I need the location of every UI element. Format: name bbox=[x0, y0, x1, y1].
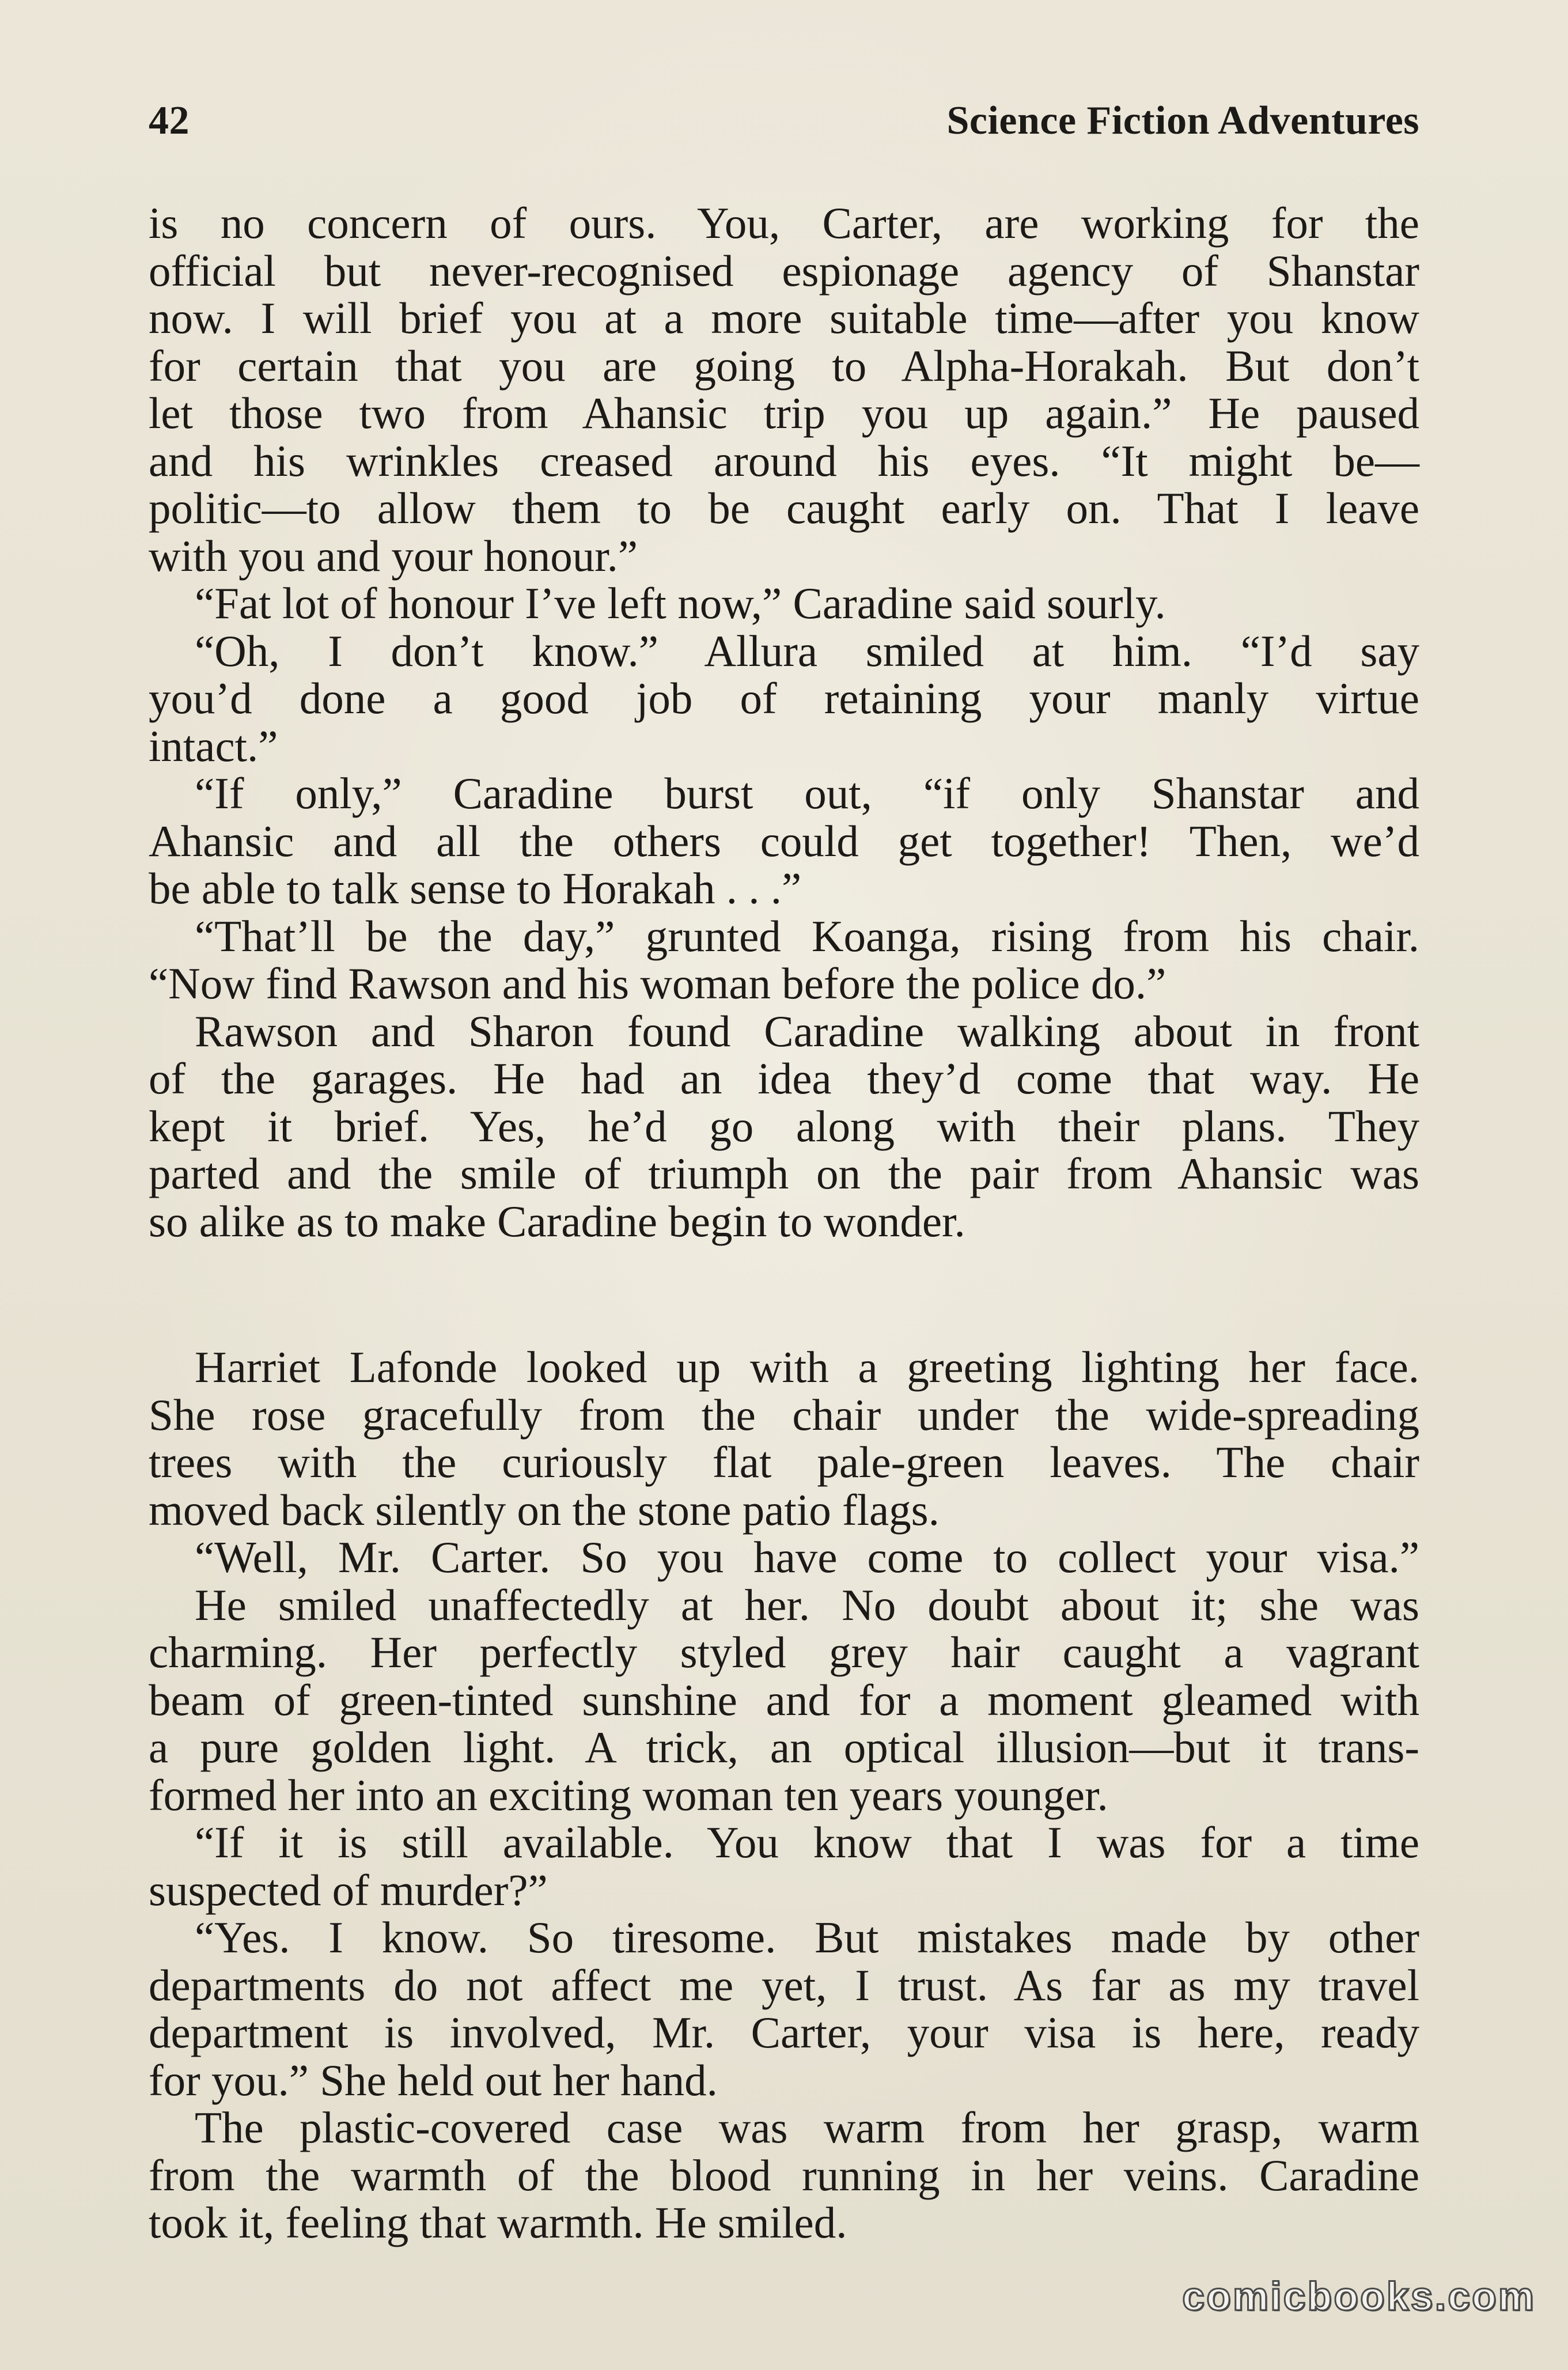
page-number: 42 bbox=[149, 99, 190, 143]
text-line: department is involved, Mr. Carter, your visa is here, ready bbox=[149, 2008, 1419, 2057]
text-line: from the warmth of the blood running in her veins. Caradine bbox=[149, 2150, 1419, 2200]
text-section-2 bbox=[149, 1343, 1419, 2247]
text-line: for certain that you are going to Alpha-Horakah. But don’t bbox=[149, 340, 1419, 391]
text-line: let those two from Ahansic trip you up again.” He paused bbox=[149, 388, 1419, 438]
text-line: of the garages. He had an idea they’d come that way. He bbox=[149, 1054, 1419, 1103]
text-line: “Yes. I know. So tiresome. But mistakes made by other bbox=[195, 1913, 1419, 1962]
text-line: He smiled unaffectedly at her. No doubt about it; she was bbox=[195, 1580, 1419, 1630]
text-line: is no concern of ours. You, Carter, are working for the bbox=[149, 198, 1419, 248]
text-line: moved back silently on the stone patio flags. bbox=[149, 1485, 940, 1535]
text-line: suspected of murder?” bbox=[149, 1865, 548, 1915]
page-header bbox=[149, 98, 1419, 161]
text-line: be able to talk sense to Horakah . . .” bbox=[149, 864, 802, 913]
text-line: politic—to allow them to be caught early on. That I leave bbox=[149, 483, 1419, 533]
text-line: charming. Her perfectly styled grey hair caught a vagrant bbox=[149, 1627, 1419, 1677]
text-line: beam of green-tinted sunshine and for a moment gleamed with bbox=[149, 1675, 1419, 1725]
text-line: “Now find Rawson and his woman before the police do.” bbox=[149, 959, 1166, 1008]
text-line: with you and your honour.” bbox=[149, 531, 638, 581]
text-line: a pure golden light. A trick, an optical illusion—but it trans- bbox=[149, 1722, 1419, 1772]
text-line: for you.” She held out her hand. bbox=[149, 2055, 718, 2105]
text-line: “Well, Mr. Carter. So you have come to collect your visa.” bbox=[195, 1532, 1419, 1582]
text-line: so alike as to make Caradine begin to wonder. bbox=[149, 1196, 965, 1246]
text-line: “Oh, I don’t know.” Allura smiled at him. “I’d say bbox=[195, 626, 1419, 676]
text-line: intact.” bbox=[149, 721, 278, 771]
text-line: kept it brief. Yes, he’d go along with their plans. They bbox=[149, 1101, 1419, 1151]
text-line: Harriet Lafonde looked up with a greeting lighting her face. bbox=[195, 1342, 1419, 1392]
text-line: “If only,” Caradine burst out, “if only Shanstar and bbox=[195, 768, 1419, 818]
running-title: Science Fiction Adventures bbox=[946, 99, 1419, 143]
text-line: you’d done a good job of retaining your manly virtue bbox=[149, 673, 1419, 723]
text-line: “If it is still available. You know that I was for a time bbox=[195, 1818, 1419, 1867]
text-line: trees with the curiously flat pale-green leaves. The chair bbox=[149, 1437, 1419, 1487]
text-line: “Fat lot of honour I’ve left now,” Caradine said sourly. bbox=[195, 578, 1166, 628]
text-line: took it, feeling that warmth. He smiled. bbox=[149, 2198, 847, 2247]
text-line: departments do not affect me yet, I trust. As far as my travel bbox=[149, 1960, 1419, 2010]
text-line: and his wrinkles creased around his eyes. “It might be— bbox=[149, 436, 1419, 486]
text-line: “That’ll be the day,” grunted Koanga, rising from his chair. bbox=[195, 911, 1419, 961]
watermark: comicbooks.com bbox=[1182, 2274, 1536, 2319]
text-line: formed her into an exciting woman ten years younger. bbox=[149, 1770, 1108, 1820]
text-line: Rawson and Sharon found Caradine walking about in front bbox=[195, 1006, 1419, 1056]
text-line: She rose gracefully from the chair under the wide-spreading bbox=[149, 1390, 1419, 1440]
text-line: parted and the smile of triumph on the pair from Ahansic was bbox=[149, 1149, 1419, 1198]
text-line: official but never-recognised espionage agency of Shanstar bbox=[149, 245, 1419, 296]
text-line: now. I will brief you at a more suitable time—after you know bbox=[149, 293, 1419, 343]
text-line: Ahansic and all the others could get together! Then, we’d bbox=[149, 816, 1419, 866]
text-line: The plastic-covered case was warm from her grasp, warm bbox=[195, 2103, 1419, 2152]
text-section-1 bbox=[149, 199, 1419, 1245]
